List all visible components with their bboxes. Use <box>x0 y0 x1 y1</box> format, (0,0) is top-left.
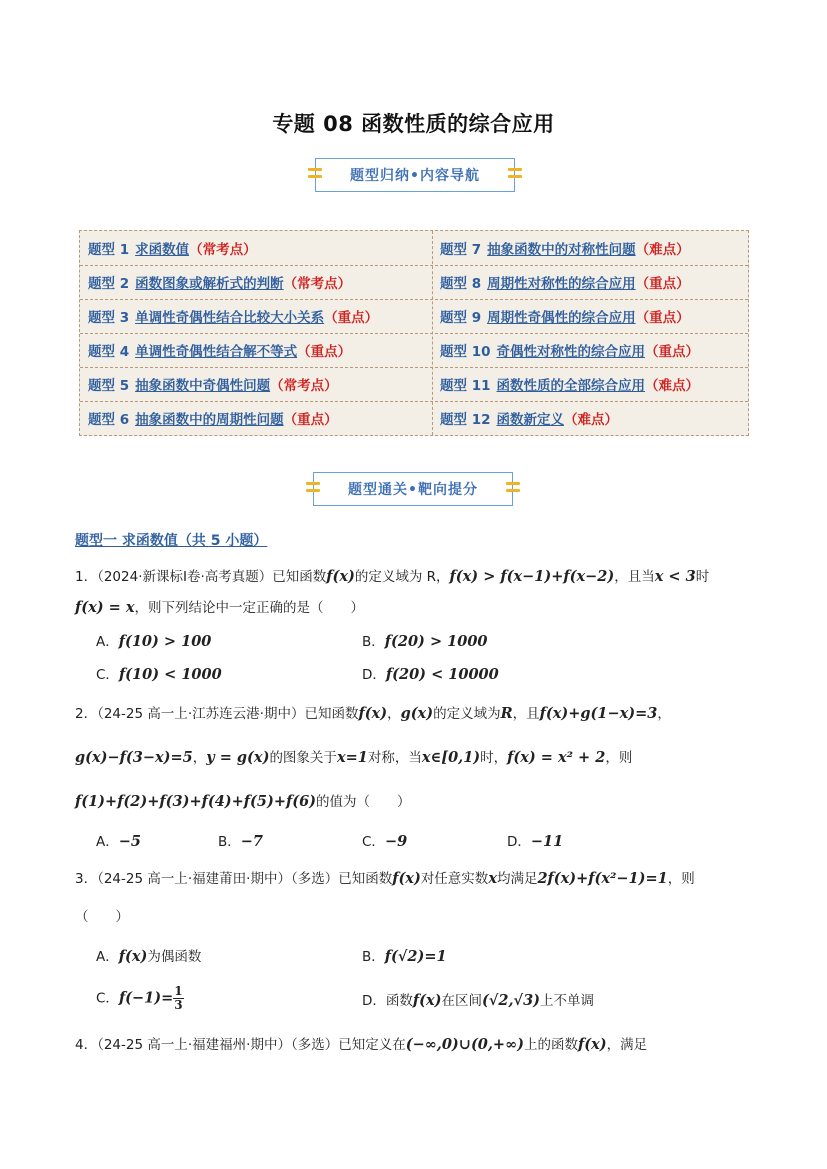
q3-option-b[interactable]: B．f(√2)=1 <box>362 948 447 965</box>
nav-item-1[interactable]: 题型 1 求函数值 （常考点） <box>88 231 257 265</box>
nav-item-12[interactable]: 题型 12 函数新定义 （难点） <box>440 401 618 435</box>
nav-link[interactable]: 奇偶性对称性的综合应用 <box>496 344 645 360</box>
nav-item-10[interactable]: 题型 10 奇偶性对称性的综合应用 （重点） <box>440 333 699 367</box>
nav-link[interactable]: 抽象函数中的对称性问题 <box>487 242 636 258</box>
q1-option-b[interactable]: B．f(20) > 1000 <box>362 633 488 650</box>
banner-decoration-icon <box>308 168 322 181</box>
q2-option-c[interactable]: C．−9 <box>362 833 408 850</box>
nav-item-5[interactable]: 题型 5 抽象函数中奇偶性问题 （常考点） <box>88 367 338 401</box>
section-heading: 题型一 求函数值（共 5 小题） <box>75 533 268 549</box>
nav-item-2[interactable]: 题型 2 函数图象或解析式的判断 （常考点） <box>88 265 351 299</box>
q3-option-d[interactable]: D．函数f(x)在区间(√2,√3)上不单调 <box>362 992 595 1009</box>
nav-link[interactable]: 单调性奇偶性结合解不等式 <box>135 344 298 360</box>
section-banner-navigation <box>315 158 515 192</box>
q2-option-b[interactable]: B．−7 <box>218 833 264 850</box>
nav-link[interactable]: 求函数值 <box>135 242 190 258</box>
page-title: 专题 08 函数性质的综合应用 <box>272 112 555 136</box>
nav-link[interactable]: 周期性对称性的综合应用 <box>487 276 636 292</box>
question-2-line-2: g(x)−f(3−x)=5，y = g(x)的图象关于x=1对称，当x∈[0,1)时，f(x) = x² + 2，则 <box>75 749 633 766</box>
nav-item-8[interactable]: 题型 8 周期性对称性的综合应用 （重点） <box>440 265 690 299</box>
q2-option-d[interactable]: D．−11 <box>507 833 564 850</box>
topic-navigation-table <box>79 230 749 436</box>
nav-item-7[interactable]: 题型 7 抽象函数中的对称性问题 （难点） <box>440 231 690 265</box>
nav-link[interactable]: 函数新定义 <box>496 412 564 428</box>
nav-item-9[interactable]: 题型 9 周期性奇偶性的综合应用 （重点） <box>440 299 690 333</box>
q1-option-d[interactable]: D．f(20) < 10000 <box>362 666 499 683</box>
nav-item-11[interactable]: 题型 11 函数性质的全部综合应用 （难点） <box>440 367 699 401</box>
banner-decoration-icon <box>306 482 320 495</box>
question-4-line-1: 4．（24-25 高一上·福建福州·期中）（多选）已知定义在(−∞,0)∪(0,+∞)上的函数f(x)，满足 <box>75 1036 648 1053</box>
nav-link[interactable]: 抽象函数中的周期性问题 <box>135 412 284 428</box>
q3-option-c[interactable]: C．f(−1)= $\frac{1}{3}$ <box>96 984 183 1012</box>
nav-link[interactable]: 函数图象或解析式的判断 <box>135 276 284 292</box>
banner-decoration-icon <box>506 482 520 495</box>
nav-item-3[interactable]: 题型 3 单调性奇偶性结合比较大小关系 （重点） <box>88 299 378 333</box>
q1-option-c[interactable]: C．f(10) < 1000 <box>96 666 222 683</box>
question-3-line-2: （ ） <box>75 909 129 925</box>
question-3-line-1: 3．（24-25 高一上·福建莆田·期中）（多选）已知函数f(x)对任意实数x均满足2f(x)+f(x²−1)=1，则 <box>75 870 695 887</box>
nav-link[interactable]: 抽象函数中奇偶性问题 <box>135 378 271 394</box>
section-banner-practice <box>313 472 513 506</box>
banner-decoration-icon <box>508 168 522 181</box>
nav-link[interactable]: 周期性奇偶性的综合应用 <box>487 310 636 326</box>
nav-link[interactable]: 单调性奇偶性结合比较大小关系 <box>135 310 325 326</box>
nav-item-4[interactable]: 题型 4 单调性奇偶性结合解不等式 （重点） <box>88 333 351 367</box>
q3-option-a[interactable]: A．f(x)为偶函数 <box>96 948 202 965</box>
fraction: $\frac{1}{3}$ <box>174 984 183 1012</box>
nav-link[interactable]: 函数性质的全部综合应用 <box>496 378 645 394</box>
nav-item-6[interactable]: 题型 6 抽象函数中的周期性问题 （重点） <box>88 401 338 435</box>
q2-option-a[interactable]: A．−5 <box>96 833 141 850</box>
question-1-line-2: f(x) = x，则下列结论中一定正确的是（ ） <box>75 599 364 616</box>
q1-option-a[interactable]: A．f(10) > 100 <box>96 633 212 650</box>
banner-label: 题型通关•靶向提分 <box>348 482 478 498</box>
question-2-line-1: 2．（24-25 高一上·江苏连云港·期中）已知函数f(x)，g(x)的定义域为R，且f(x)+g(1−x)=3， <box>75 705 671 722</box>
banner-label: 题型归纳•内容导航 <box>350 168 480 184</box>
question-2-line-3: f(1)+f(2)+f(3)+f(4)+f(5)+f(6)的值为（ ） <box>75 793 411 810</box>
question-1-line-1: 1．（2024·新课标Ⅰ卷·高考真题）已知函数f(x)的定义域为 R，f(x) > f(x−1)+f(x−2)，且当x < 3时 <box>75 568 710 585</box>
